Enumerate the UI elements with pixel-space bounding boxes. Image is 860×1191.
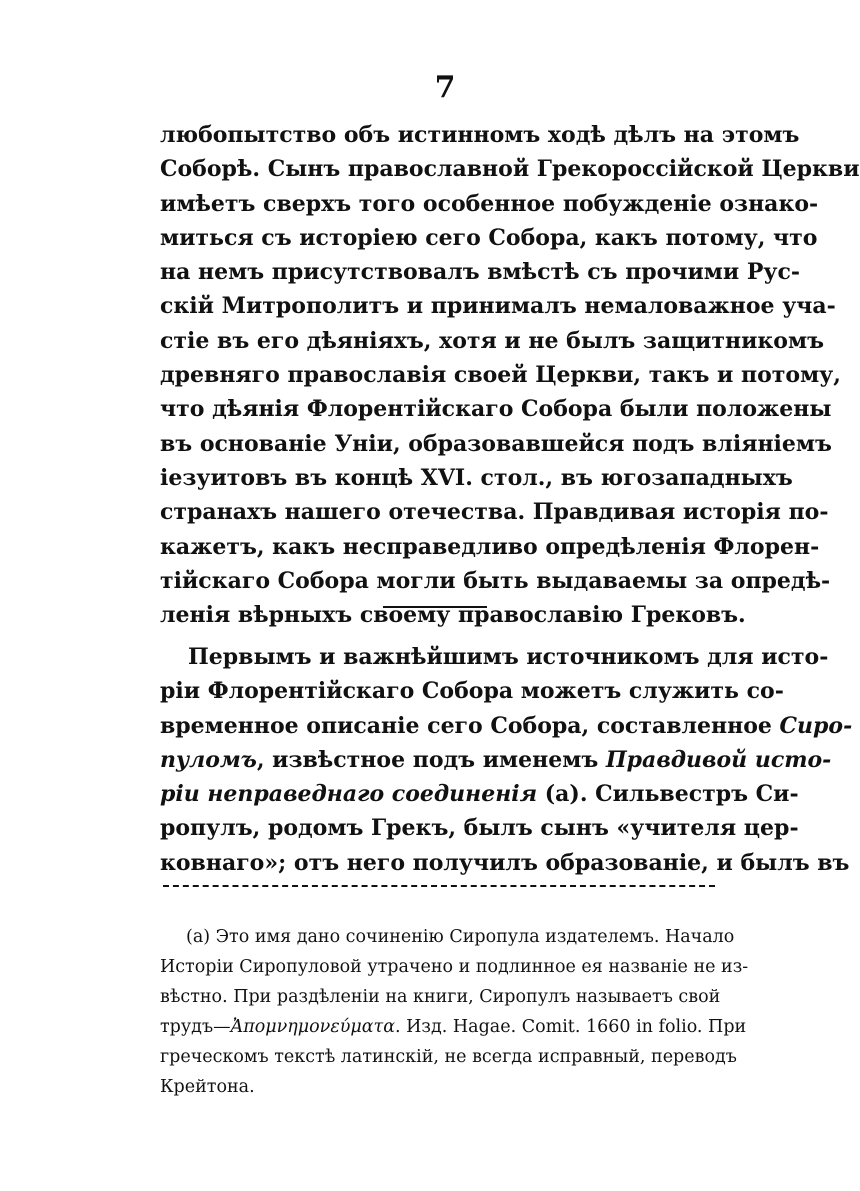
text-line: странахъ нашего отечества. Правдивая исторія по- [160, 499, 829, 526]
text-line: тійскаго Собора могли быть выдаваемы за опредѣ- [160, 567, 831, 594]
text-line: имѣетъ сверхъ того особенное побужденіе ознако- [160, 190, 819, 217]
text-line: миться съ исторіею сего Собора, какъ потому, что [160, 224, 818, 251]
page-number: 7 [434, 70, 456, 105]
paragraph-sources [160, 640, 853, 880]
greek-title: Ἀπομνημονεύματα [230, 1017, 396, 1037]
italic-run: ріи неправеднаго соединенія [160, 781, 538, 808]
footnote-line: (а) Это имя дано сочиненію Сиропула издателемъ. Начало [186, 927, 735, 947]
text-line: ріи Флорентійскаго Собора можетъ служить со- [160, 678, 784, 705]
footnote-divider [163, 885, 715, 887]
italic-run: Правдивой исто- [605, 746, 832, 773]
text-line: ковнаго»; отъ него получилъ образованіе, и былъ въ [160, 849, 850, 876]
section-divider [383, 606, 487, 608]
text-line [160, 777, 799, 811]
text-line: ропулъ, родомъ Грекъ, былъ сынъ «учителя цер- [160, 815, 799, 842]
text-line: на немъ присутствовалъ вмѣстѣ съ прочими Рус- [160, 259, 801, 286]
text-run: временное описаніе сего Собора, составленное [160, 712, 780, 739]
text-line [160, 743, 832, 777]
text-line: любопытство объ истинномъ ходѣ дѣлъ на этомъ [160, 122, 800, 148]
text-line: въ основаніе Уніи, образовавшейся подъ вліяніемъ [160, 430, 832, 457]
text-line: Соборѣ. Сынъ православной Грекороссійской Церкви [160, 156, 860, 183]
footnote-line: вѣстно. При раздѣленіи на книги, Сиропулъ называетъ свой [160, 987, 721, 1007]
text-run: трудъ— [160, 1017, 231, 1037]
text-line: кажетъ, какъ несправедливо опредѣленія Флорен- [160, 533, 820, 560]
text-line: стіе въ его дѣяніяхъ, хотя и не былъ защитникомъ [160, 327, 824, 354]
text-line: скій Митрополитъ и принималъ немаловажное уча- [160, 293, 836, 320]
text-line: древняго православія своей Церкви, такъ и потому, [160, 362, 841, 389]
text-line: іезуитовъ въ концѣ XVI. стол., въ югозападныхъ [160, 464, 793, 491]
footnote [160, 922, 749, 1102]
text-run: (а). Сильвестръ Си- [537, 781, 799, 808]
footnote-line: греческомъ текстѣ латинскій, не всегда исправный, переводъ [160, 1047, 737, 1067]
footnote-line: Крейтона. [160, 1077, 255, 1097]
paragraph-main [160, 118, 860, 632]
text-line [160, 709, 853, 743]
footnote-line: Исторіи Сиропуловой утрачено и подлинное ея названіе не из- [160, 957, 749, 977]
italic-run: пуломъ [160, 746, 257, 773]
text-run: . Изд. Hagae. Comit. 1660 in folio. При [395, 1017, 747, 1037]
text-line: Первымъ и важнѣйшимъ источникомъ для исто- [188, 644, 829, 670]
italic-run: Сиро- [779, 712, 853, 739]
footnote-line [160, 1012, 747, 1042]
text-run: , извѣстное подъ именемъ [256, 746, 606, 773]
text-line: ленія вѣрныхъ своему православію Грековъ. [160, 602, 746, 629]
text-line: что дѣянія Флорентійскаго Собора были положены [160, 396, 832, 423]
